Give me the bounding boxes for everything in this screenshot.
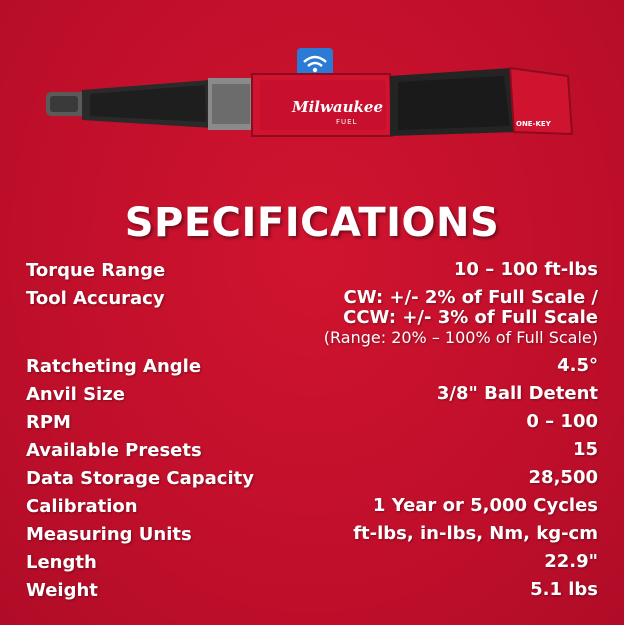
- spec-value: 22.9": [544, 551, 598, 572]
- spec-label: Data Storage Capacity: [26, 468, 254, 489]
- spec-value-line: CW: +/- 2% of Full Scale /: [343, 287, 598, 308]
- spec-value: 15: [572, 439, 598, 460]
- spec-value-line: CCW: +/- 3% of Full Scale: [343, 307, 598, 328]
- fuel-logo: FUEL: [336, 118, 358, 126]
- spec-value: 1 Year or 5,000 Cycles: [372, 495, 598, 516]
- spec-label: RPM: [26, 412, 71, 433]
- spec-label: Torque Range: [26, 260, 166, 281]
- spec-value: [324, 288, 598, 348]
- spec-value-line: (Range: 20% – 100% of Full Scale): [323, 328, 598, 347]
- spec-value: 28,500: [528, 467, 598, 488]
- spec-label: Length: [26, 552, 97, 573]
- one-key-logo: ONE-KEY: [516, 120, 551, 128]
- page-title: SPECIFICATIONS: [124, 200, 500, 246]
- spec-value: 5.1 lbs: [530, 579, 598, 600]
- spec-label: Measuring Units: [26, 524, 192, 545]
- spec-value: 0 – 100: [526, 411, 598, 432]
- spec-value: 4.5°: [557, 355, 598, 376]
- spec-value: ft-lbs, in-lbs, Nm, kg-cm: [353, 523, 598, 544]
- spec-label: Anvil Size: [26, 384, 125, 405]
- spec-value: 10 – 100 ft-lbs: [453, 259, 598, 280]
- spec-label: Ratcheting Angle: [26, 356, 202, 377]
- spec-label: Tool Accuracy: [26, 288, 165, 309]
- spec-label: Weight: [26, 580, 98, 601]
- torque-wrench-image: [40, 40, 585, 155]
- brand-logo: Milwaukee: [292, 98, 384, 116]
- spec-label: Available Presets: [26, 440, 202, 461]
- spec-value: 3/8" Ball Detent: [436, 383, 598, 404]
- spec-label: Calibration: [26, 496, 138, 517]
